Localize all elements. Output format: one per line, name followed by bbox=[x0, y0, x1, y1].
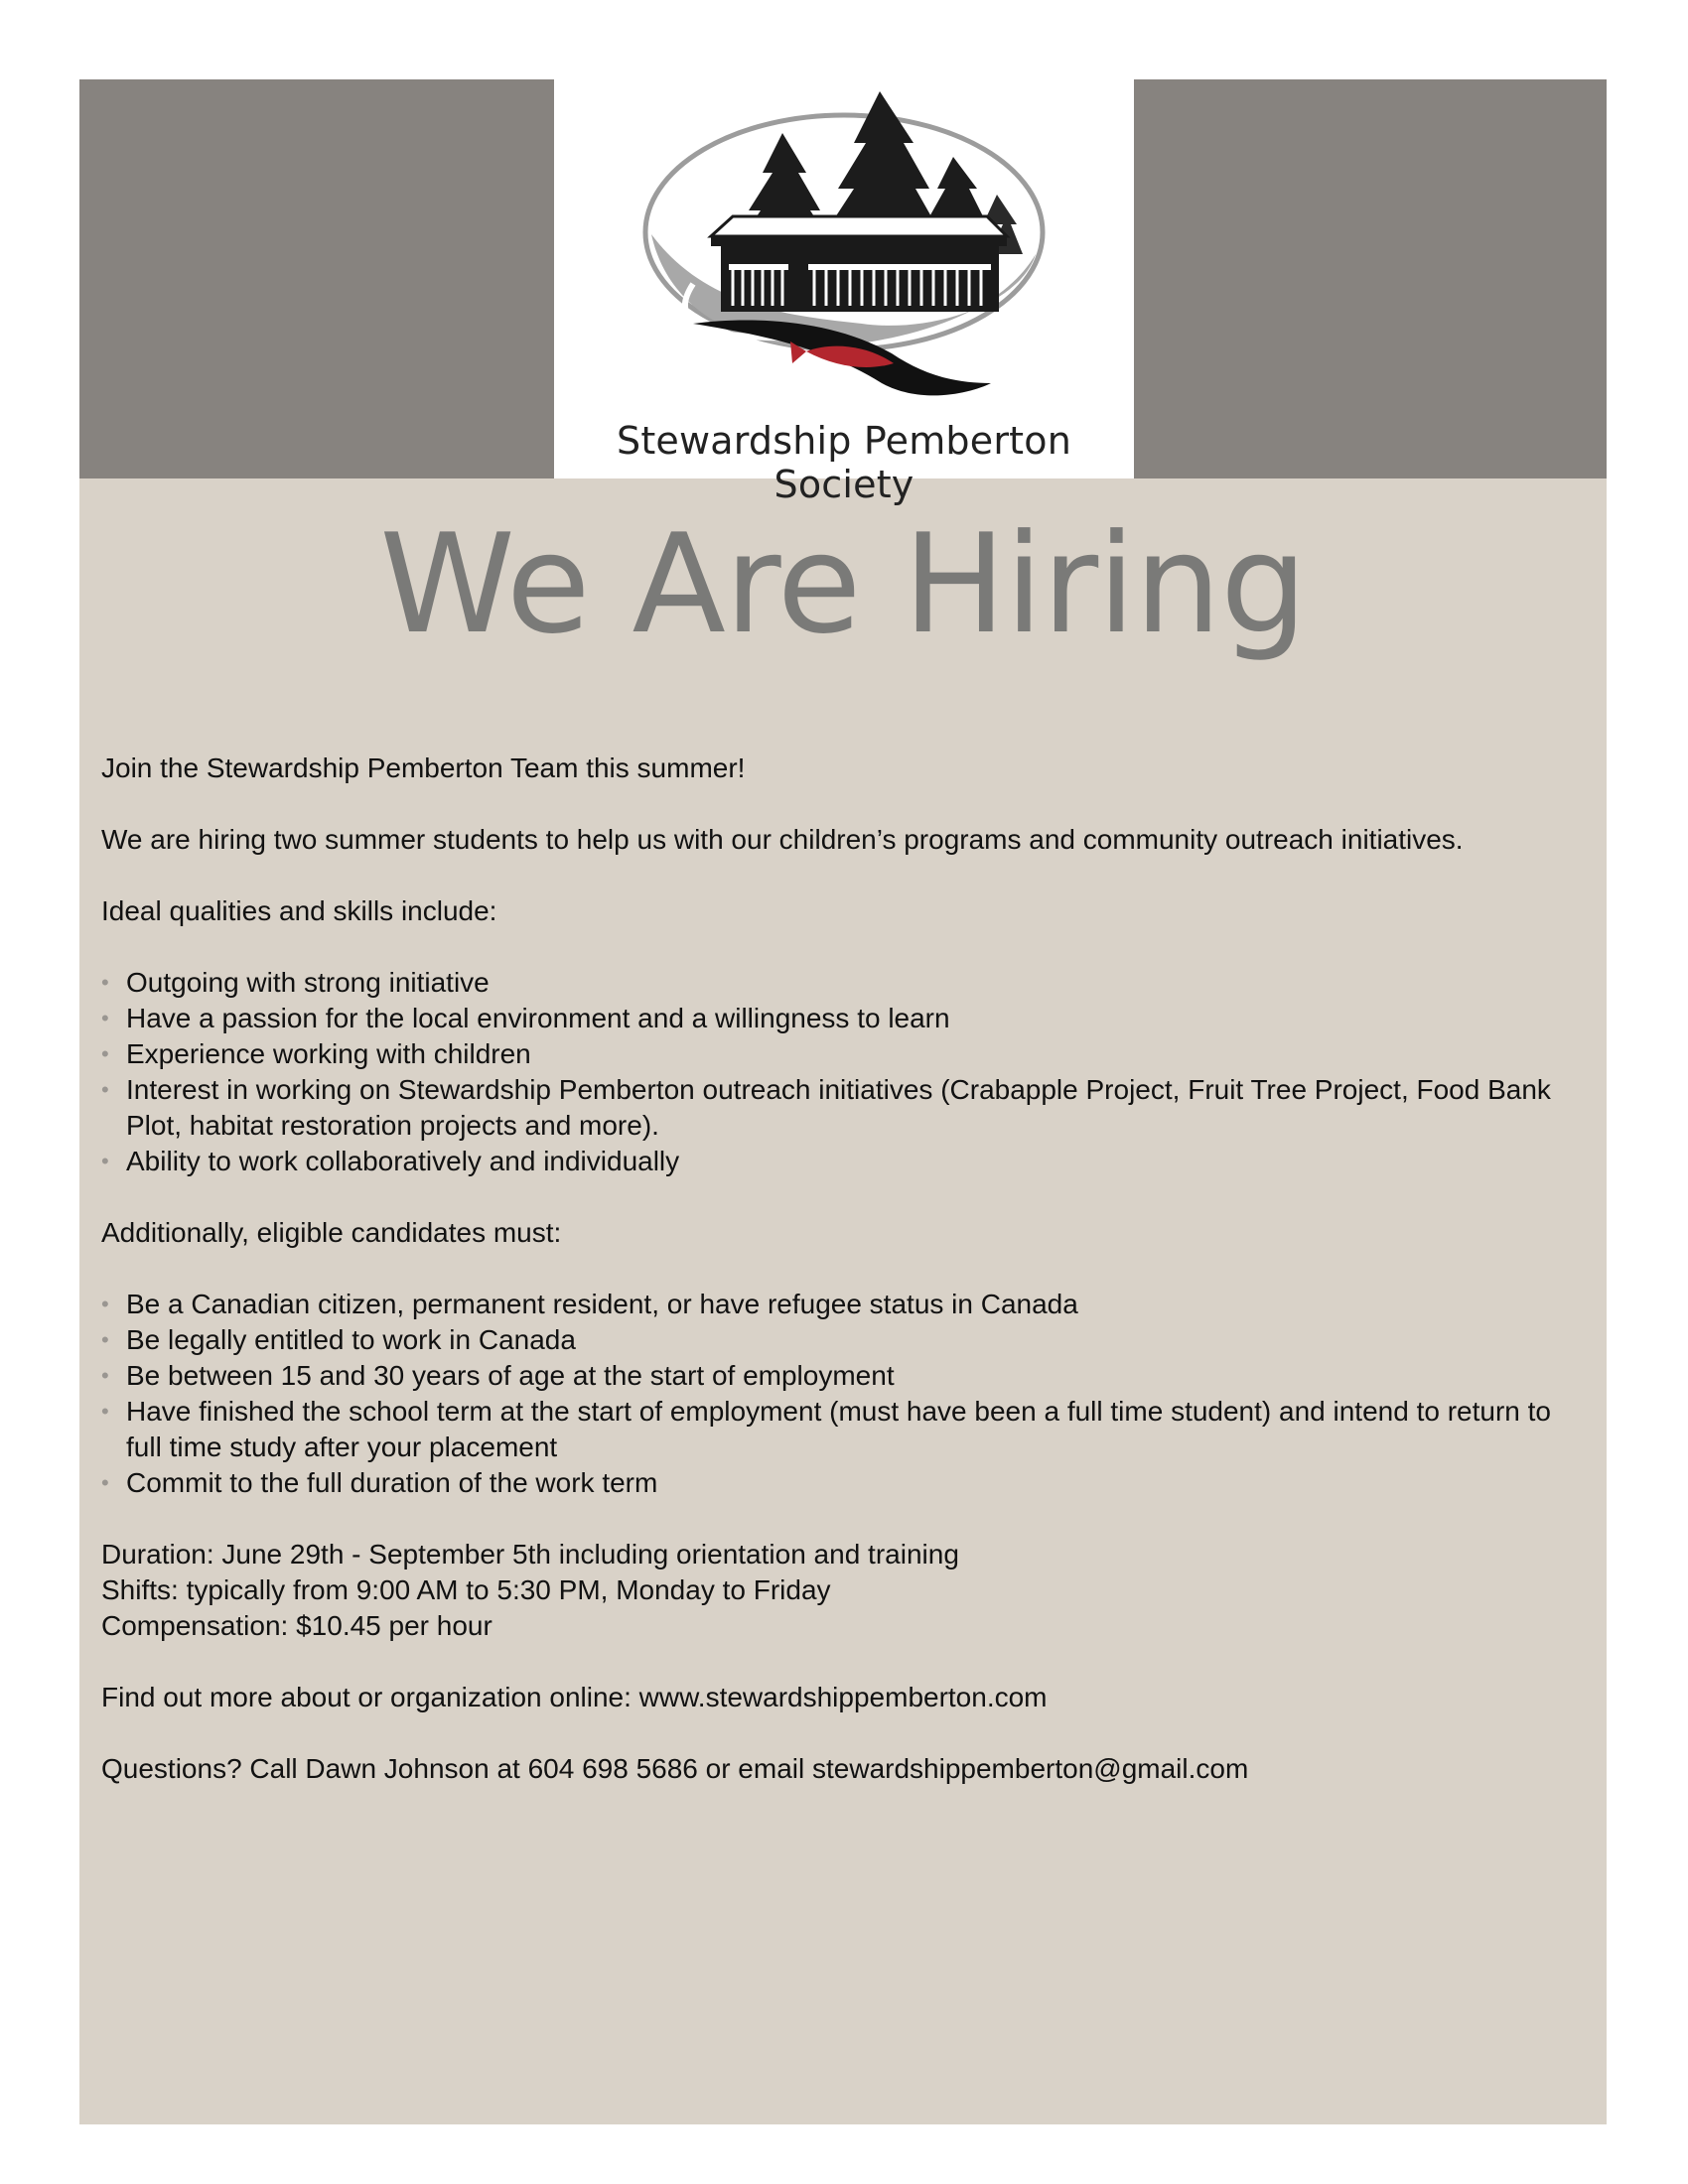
intro-text: Join the Stewardship Pemberton Team this summer! bbox=[101, 752, 746, 783]
list-item: • Be legally entitled to work in Canada bbox=[101, 1322, 1591, 1358]
qualities-heading: Ideal qualities and skills include: bbox=[101, 895, 497, 926]
logo-panel bbox=[554, 79, 1134, 506]
lodge-trees-salmon-logo-icon bbox=[633, 85, 1055, 413]
eligibility-heading: Additionally, eligible candidates must: bbox=[101, 1217, 562, 1248]
more-info-text: Find out more about or organization online: www.stewardshippemberton.com bbox=[101, 1682, 1048, 1712]
list-item: • Outgoing with strong initiative bbox=[101, 965, 1591, 1001]
header-band-left bbox=[79, 79, 554, 478]
list-item: • Be between 15 and 30 years of age at the start of employment bbox=[101, 1358, 1591, 1394]
compensation-text: Compensation: $10.45 per hour bbox=[101, 1610, 492, 1641]
list-item: • Ability to work collaboratively and individually bbox=[101, 1144, 1591, 1179]
flyer-body bbox=[101, 751, 1591, 1787]
header-band-right bbox=[1134, 79, 1607, 478]
list-item: • Have a passion for the local environment and a willingness to learn bbox=[101, 1001, 1591, 1036]
list-item: • Experience working with children bbox=[101, 1036, 1591, 1072]
list-item: • Commit to the full duration of the work term bbox=[101, 1465, 1591, 1501]
list-item: • Have finished the school term at the start of employment (must have been a full time student) and intend to return to full time study after your placement bbox=[101, 1394, 1591, 1465]
qualities-list bbox=[101, 965, 1591, 1179]
list-item: • Be a Canadian citizen, permanent resident, or have refugee status in Canada bbox=[101, 1287, 1591, 1322]
flyer-sheet bbox=[79, 79, 1607, 2124]
duration-text: Duration: June 29th - September 5th including orientation and training bbox=[101, 1539, 959, 1570]
description-text: We are hiring two summer students to help us with our children’s programs and community outreach initiatives. bbox=[101, 824, 1464, 855]
list-item: • Interest in working on Stewardship Pemberton outreach initiatives (Crabapple Project, Fruit Tree Project, Food Bank Plot, habitat restoration projects and more). bbox=[101, 1072, 1591, 1144]
eligibility-list bbox=[101, 1287, 1591, 1501]
page-title: We Are Hiring bbox=[379, 504, 1307, 664]
shifts-text: Shifts: typically from 9:00 AM to 5:30 PM, Monday to Friday bbox=[101, 1574, 831, 1605]
questions-text: Questions? Call Dawn Johnson at 604 698 5686 or email stewardshippemberton@gmail.com bbox=[101, 1753, 1249, 1784]
organization-name: Stewardship Pemberton Society bbox=[617, 419, 1071, 506]
